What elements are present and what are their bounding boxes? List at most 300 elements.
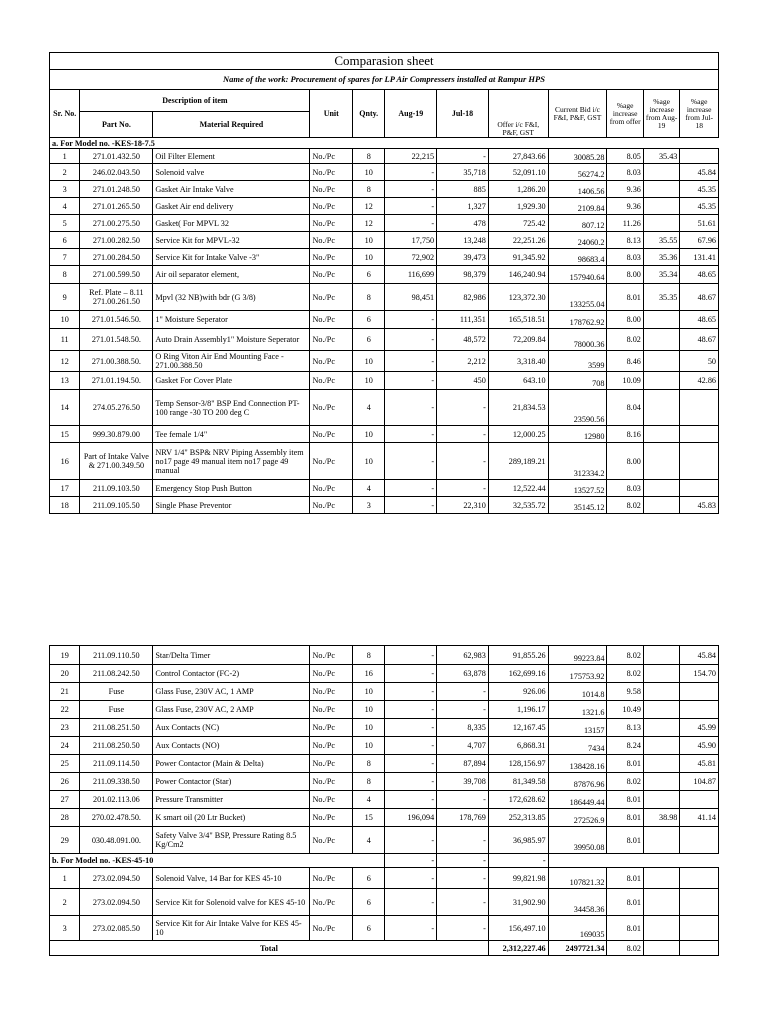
cell-pct-offer: 8.01 [607, 284, 643, 311]
cell-pct-offer: 8.00 [607, 266, 643, 284]
cell-pct-jul [680, 889, 719, 916]
table-row [50, 390, 719, 426]
cell-pct-aug [643, 646, 679, 665]
section-b-label: b. For Model no. -KES-45-10 [50, 854, 385, 868]
cell-jul18: - [437, 480, 489, 497]
cell-material: Star/Delta Timer [153, 646, 310, 665]
cell-part-no: 271.00.599.50 [80, 266, 153, 284]
cell-pct-offer: 9.58 [607, 683, 643, 701]
cell-pct-jul [680, 916, 719, 941]
cell-unit: No./Pc [310, 443, 353, 480]
cell-pct-aug [643, 372, 679, 390]
cell-offer: 72,209.84 [488, 329, 548, 351]
cell-pct-offer: 8.46 [607, 351, 643, 372]
cell-unit: No./Pc [310, 755, 353, 773]
cell-material: Solenoid valve [153, 164, 310, 181]
cell-qty: 8 [353, 755, 385, 773]
cell-offer: 3,318.40 [488, 351, 548, 372]
cell-unit: No./Pc [310, 249, 353, 266]
cell-sr-no: 17 [50, 480, 80, 497]
cell-unit: No./Pc [310, 497, 353, 514]
cell-pct-jul: 45.35 [680, 181, 719, 198]
cell-part-no: 273.02.094.50 [80, 868, 153, 889]
cell-jul18: 450 [437, 372, 489, 390]
cell-current-bid: 178762.92 [548, 311, 607, 329]
header-aug19: Aug-19 [385, 90, 437, 138]
cell-current-bid: 169035 [548, 916, 607, 941]
cell-pct-offer: 8.01 [607, 809, 643, 827]
cell-current-bid: 87876.96 [548, 773, 607, 791]
cell-material: Power Contactor (Star) [153, 773, 310, 791]
table-row [50, 426, 719, 443]
total-pct-offer: 8.02 [607, 941, 643, 956]
cell-pct-offer: 8.01 [607, 755, 643, 773]
cell-aug19: - [385, 164, 437, 181]
cell-part-no: 273.02.085.50 [80, 916, 153, 941]
cell-offer: 12,167.45 [488, 719, 548, 737]
cell-part-no: 271.01.194.50. [80, 372, 153, 390]
cell-current-bid: 35145.12 [548, 497, 607, 514]
cell-pct-aug [643, 773, 679, 791]
total-label: Total [50, 941, 489, 956]
cell-pct-jul: 41.14 [680, 809, 719, 827]
cell-offer: 165,518.51 [488, 311, 548, 329]
table-row [50, 646, 719, 665]
cell-part-no: 211.08.250.50 [80, 737, 153, 755]
cell-sr-no: 4 [50, 198, 80, 215]
cell-jul18: 98,379 [437, 266, 489, 284]
cell-jul18: - [437, 889, 489, 916]
cell-jul18: 82,986 [437, 284, 489, 311]
cell-offer: 926.06 [488, 683, 548, 701]
cell-offer: 1,196.17 [488, 701, 548, 719]
table-row [50, 372, 719, 390]
cell-qty: 10 [353, 372, 385, 390]
cell-current-bid: 186449.44 [548, 791, 607, 809]
cell-pct-aug: 35.36 [643, 249, 679, 266]
cell-qty: 16 [353, 665, 385, 683]
cell-pct-aug [643, 426, 679, 443]
cell-jul18: 63,878 [437, 665, 489, 683]
cell-sr-no: 27 [50, 791, 80, 809]
cell-aug19: - [385, 868, 437, 889]
table-row [50, 443, 719, 480]
section-a-label: a. For Model no. -KES-18-7.5 [50, 138, 719, 149]
cell-part-no: 211.08.251.50 [80, 719, 153, 737]
table-row [50, 809, 719, 827]
cell-sr-no: 12 [50, 351, 80, 372]
cell-pct-offer: 8.03 [607, 164, 643, 181]
cell-offer: 22,251.26 [488, 232, 548, 249]
table-row [50, 311, 719, 329]
cell-aug19: - [385, 665, 437, 683]
cell-jul18: - [437, 149, 489, 164]
cell-sr-no: 20 [50, 665, 80, 683]
cell-offer: 31,902.90 [488, 889, 548, 916]
cell-qty: 4 [353, 827, 385, 854]
header-sr-no: Sr. No. [50, 90, 80, 138]
cell-sr-no: 7 [50, 249, 80, 266]
header-offer: Offer i/c F&I, P&F, GST [488, 90, 548, 138]
cell-aug19: 17,750 [385, 232, 437, 249]
cell-offer: 27,843.66 [488, 149, 548, 164]
cell-unit: No./Pc [310, 164, 353, 181]
cell-jul18: 111,351 [437, 311, 489, 329]
cell-offer: 162,699.16 [488, 665, 548, 683]
cell-part-no: 030.48.091.00. [80, 827, 153, 854]
cell-offer: 99,821.98 [488, 868, 548, 889]
cell-material: Emergency Stop Push Button [153, 480, 310, 497]
cell-current-bid: 99223.84 [548, 646, 607, 665]
cell-pct-jul: 45.83 [680, 497, 719, 514]
cell-aug19: - [385, 916, 437, 941]
cell-qty: 10 [353, 443, 385, 480]
cell-sr-no: 8 [50, 266, 80, 284]
cell-pct-aug [643, 329, 679, 351]
cell-aug19: - [385, 701, 437, 719]
cell-material: Service Kit for Air Intake Valve for KES 45-10 [153, 916, 310, 941]
cell-aug19: - [385, 646, 437, 665]
cell-qty: 6 [353, 916, 385, 941]
table-row [50, 683, 719, 701]
cell-pct-offer: 8.03 [607, 480, 643, 497]
cell-part-no: 271.01.265.50 [80, 198, 153, 215]
cell-qty: 4 [353, 791, 385, 809]
cell-pct-aug [643, 827, 679, 854]
cell-unit: No./Pc [310, 329, 353, 351]
cell-aug19: 116,699 [385, 266, 437, 284]
cell-current-bid: 23590.56 [548, 390, 607, 426]
section-b-dash: - [385, 854, 437, 868]
cell-jul18: - [437, 426, 489, 443]
cell-qty: 10 [353, 351, 385, 372]
cell-pct-aug [643, 719, 679, 737]
cell-pct-offer: 10.49 [607, 701, 643, 719]
cell-sr-no: 23 [50, 719, 80, 737]
table-row [50, 266, 719, 284]
cell-jul18: 22,310 [437, 497, 489, 514]
cell-pct-aug: 35.35 [643, 284, 679, 311]
section-b-dash: - [437, 854, 489, 868]
cell-material: Service Kit for MPVL-32 [153, 232, 310, 249]
table-row [50, 284, 719, 311]
table-row [50, 149, 719, 164]
cell-pct-aug: 38.98 [643, 809, 679, 827]
cell-offer: 146,240.94 [488, 266, 548, 284]
cell-pct-aug [643, 443, 679, 480]
cell-current-bid: 12980 [548, 426, 607, 443]
cell-sr-no: 24 [50, 737, 80, 755]
cell-aug19: - [385, 443, 437, 480]
cell-aug19: - [385, 311, 437, 329]
cell-pct-jul [680, 683, 719, 701]
cell-pct-offer: 8.02 [607, 329, 643, 351]
cell-sr-no: 9 [50, 284, 80, 311]
cell-material: Auto Drain Assembly1" Moisture Seperator [153, 329, 310, 351]
cell-pct-offer: 8.02 [607, 497, 643, 514]
cell-material: Aux Contacts (NC) [153, 719, 310, 737]
cell-offer: 123,372.30 [488, 284, 548, 311]
cell-pct-jul [680, 868, 719, 889]
cell-pct-jul: 48.67 [680, 329, 719, 351]
cell-pct-offer: 8.02 [607, 665, 643, 683]
cell-pct-aug [643, 480, 679, 497]
cell-jul18: - [437, 443, 489, 480]
cell-pct-aug [643, 737, 679, 755]
cell-jul18: 478 [437, 215, 489, 232]
cell-pct-aug: 35.55 [643, 232, 679, 249]
table-row [50, 232, 719, 249]
cell-unit: No./Pc [310, 719, 353, 737]
cell-current-bid: 1321.6 [548, 701, 607, 719]
cell-pct-jul [680, 390, 719, 426]
cell-pct-aug [643, 916, 679, 941]
cell-current-bid: 807.12 [548, 215, 607, 232]
cell-material: Gasket( For MPVL 32 [153, 215, 310, 232]
work-name: Name of the work: Procurement of spares for LP Air Compressers installed at Rampur HPS [50, 70, 719, 90]
table-row [50, 215, 719, 232]
comparison-table-top [49, 52, 719, 514]
cell-qty: 12 [353, 215, 385, 232]
table-row [50, 164, 719, 181]
cell-jul18: 48,572 [437, 329, 489, 351]
cell-pct-offer: 8.01 [607, 827, 643, 854]
cell-qty: 10 [353, 737, 385, 755]
cell-pct-aug [643, 889, 679, 916]
cell-offer: 1,929.30 [488, 198, 548, 215]
cell-material: 1" Moisture Seperator [153, 311, 310, 329]
cell-jul18: 39,473 [437, 249, 489, 266]
cell-pct-aug: 35.34 [643, 266, 679, 284]
cell-material: Safety Valve 3/4" BSP, Pressure Rating 8.5 Kg/Cm2 [153, 827, 310, 854]
cell-part-no: 246.02.043.50 [80, 164, 153, 181]
cell-jul18: 13,248 [437, 232, 489, 249]
header-jul18: Jul-18 [437, 90, 489, 138]
cell-pct-offer: 8.02 [607, 773, 643, 791]
cell-unit: No./Pc [310, 181, 353, 198]
comparison-table-bottom [49, 645, 719, 956]
cell-sr-no: 29 [50, 827, 80, 854]
cell-pct-jul [680, 827, 719, 854]
cell-jul18: 35,718 [437, 164, 489, 181]
cell-qty: 8 [353, 773, 385, 791]
cell-qty: 6 [353, 311, 385, 329]
table-row [50, 868, 719, 889]
cell-part-no: 271.01.432.50 [80, 149, 153, 164]
header-unit: Unit [310, 90, 353, 138]
cell-current-bid: 30085.28 [548, 149, 607, 164]
cell-part-no: 211.09.338.50 [80, 773, 153, 791]
cell-current-bid: 107821.32 [548, 868, 607, 889]
cell-part-no: 211.09.110.50 [80, 646, 153, 665]
cell-qty: 10 [353, 683, 385, 701]
cell-current-bid: 272526.9 [548, 809, 607, 827]
cell-jul18: 2,212 [437, 351, 489, 372]
table-row [50, 480, 719, 497]
cell-unit: No./Pc [310, 827, 353, 854]
cell-material: Gasket Air Intake Valve [153, 181, 310, 198]
cell-aug19: - [385, 683, 437, 701]
cell-part-no: Part of Intake Valve & 271.00.349.50 [80, 443, 153, 480]
cell-aug19: 98,451 [385, 284, 437, 311]
header-part-no: Part No. [80, 112, 153, 138]
cell-qty: 10 [353, 232, 385, 249]
cell-offer: 52,091.10 [488, 164, 548, 181]
cell-sr-no: 1 [50, 149, 80, 164]
cell-part-no: 211.09.114.50 [80, 755, 153, 773]
cell-sr-no: 13 [50, 372, 80, 390]
cell-material: O Ring Viton Air End Mounting Face - 271.00.388.50 [153, 351, 310, 372]
table-row [50, 755, 719, 773]
table-row [50, 889, 719, 916]
header-pct-jul: %age increase from Jul-18 [680, 90, 719, 138]
cell-pct-aug [643, 665, 679, 683]
cell-part-no: 271.00.388.50. [80, 351, 153, 372]
cell-pct-jul: 131.41 [680, 249, 719, 266]
cell-material: Control Contactor (FC-2) [153, 665, 310, 683]
cell-qty: 3 [353, 497, 385, 514]
cell-pct-offer: 11.26 [607, 215, 643, 232]
table-row [50, 701, 719, 719]
header-qnty: Qnty. [353, 90, 385, 138]
cell-current-bid: 312334.2 [548, 443, 607, 480]
cell-sr-no: 6 [50, 232, 80, 249]
cell-part-no: 271.01.248.50 [80, 181, 153, 198]
cell-material: Gasket Air end delivery [153, 198, 310, 215]
table-row [50, 329, 719, 351]
table-row [50, 827, 719, 854]
cell-unit: No./Pc [310, 215, 353, 232]
cell-unit: No./Pc [310, 646, 353, 665]
cell-sr-no: 14 [50, 390, 80, 426]
cell-qty: 6 [353, 868, 385, 889]
table-row [50, 351, 719, 372]
cell-part-no: 271.00.284.50 [80, 249, 153, 266]
cell-pct-offer: 8.24 [607, 737, 643, 755]
cell-pct-jul: 48.67 [680, 284, 719, 311]
cell-pct-jul: 51.61 [680, 215, 719, 232]
cell-material: Pressure Transmitter [153, 791, 310, 809]
cell-pct-aug: 35.43 [643, 149, 679, 164]
cell-pct-jul: 45.84 [680, 164, 719, 181]
cell-pct-jul [680, 443, 719, 480]
cell-aug19: - [385, 215, 437, 232]
cell-pct-offer: 8.00 [607, 311, 643, 329]
cell-qty: 8 [353, 149, 385, 164]
cell-jul18: 4,707 [437, 737, 489, 755]
cell-part-no: 211.09.105.50 [80, 497, 153, 514]
cell-part-no: Fuse [80, 701, 153, 719]
cell-unit: No./Pc [310, 868, 353, 889]
cell-aug19: - [385, 827, 437, 854]
cell-pct-offer: 8.02 [607, 646, 643, 665]
cell-aug19: - [385, 737, 437, 755]
cell-part-no: 271.01.546.50. [80, 311, 153, 329]
cell-jul18: 8,335 [437, 719, 489, 737]
cell-jul18: - [437, 701, 489, 719]
cell-qty: 8 [353, 646, 385, 665]
cell-unit: No./Pc [310, 773, 353, 791]
cell-pct-aug [643, 701, 679, 719]
cell-current-bid: 39950.08 [548, 827, 607, 854]
cell-qty: 8 [353, 284, 385, 311]
cell-current-bid: 1014.8 [548, 683, 607, 701]
cell-qty: 10 [353, 164, 385, 181]
cell-aug19: - [385, 351, 437, 372]
cell-material: Aux Contacts (NO) [153, 737, 310, 755]
cell-offer: 725.42 [488, 215, 548, 232]
cell-pct-jul: 45.90 [680, 737, 719, 755]
cell-unit: No./Pc [310, 232, 353, 249]
cell-pct-offer: 8.00 [607, 443, 643, 480]
cell-part-no: 201.02.113.06 [80, 791, 153, 809]
cell-part-no: 274.05.276.50 [80, 390, 153, 426]
cell-pct-offer: 8.01 [607, 916, 643, 941]
sheet-title: Comparasion sheet [50, 53, 719, 70]
cell-qty: 10 [353, 701, 385, 719]
cell-aug19: - [385, 329, 437, 351]
cell-current-bid: 24060.2 [548, 232, 607, 249]
cell-sr-no: 11 [50, 329, 80, 351]
cell-current-bid: 78000.36 [548, 329, 607, 351]
cell-pct-aug [643, 755, 679, 773]
cell-material: Glass Fuse, 230V AC, 1 AMP [153, 683, 310, 701]
cell-part-no: Ref. Plate – 8.11 271.00.261.50 [80, 284, 153, 311]
cell-unit: No./Pc [310, 426, 353, 443]
cell-pct-offer: 9.36 [607, 198, 643, 215]
cell-unit: No./Pc [310, 737, 353, 755]
cell-unit: No./Pc [310, 791, 353, 809]
table-row [50, 719, 719, 737]
cell-pct-aug [643, 390, 679, 426]
cell-material: K smart oil (20 Ltr Bucket) [153, 809, 310, 827]
cell-pct-jul: 67.96 [680, 232, 719, 249]
cell-part-no: 211.08.242.50 [80, 665, 153, 683]
cell-pct-jul: 48.65 [680, 266, 719, 284]
cell-current-bid: 98683.4 [548, 249, 607, 266]
cell-offer: 21,834.53 [488, 390, 548, 426]
cell-unit: No./Pc [310, 198, 353, 215]
cell-pct-aug [643, 497, 679, 514]
cell-qty: 6 [353, 329, 385, 351]
cell-offer: 81,349.58 [488, 773, 548, 791]
cell-jul18: - [437, 390, 489, 426]
cell-unit: No./Pc [310, 701, 353, 719]
cell-pct-aug [643, 868, 679, 889]
cell-jul18: - [437, 916, 489, 941]
cell-unit: No./Pc [310, 665, 353, 683]
cell-pct-jul: 42.86 [680, 372, 719, 390]
cell-qty: 6 [353, 889, 385, 916]
cell-offer: 36,985.97 [488, 827, 548, 854]
cell-offer: 12,522.44 [488, 480, 548, 497]
cell-pct-jul [680, 701, 719, 719]
table-row [50, 665, 719, 683]
cell-offer: 6,868.31 [488, 737, 548, 755]
cell-material: Gasket For Cover Plate [153, 372, 310, 390]
cell-offer: 289,189.21 [488, 443, 548, 480]
cell-offer: 91,345.92 [488, 249, 548, 266]
cell-jul18: 178,769 [437, 809, 489, 827]
cell-material: Service Kit for Solenoid valve for KES 45-10 [153, 889, 310, 916]
cell-material: NRV 1/4" BSP& NRV Piping Assembly item no17 page 49 manual item no17 page 49 manual [153, 443, 310, 480]
cell-current-bid: 13157 [548, 719, 607, 737]
cell-offer: 643.10 [488, 372, 548, 390]
cell-part-no: 270.02.478.50. [80, 809, 153, 827]
cell-sr-no: 19 [50, 646, 80, 665]
cell-material: Tee female 1/4" [153, 426, 310, 443]
table-row [50, 249, 719, 266]
